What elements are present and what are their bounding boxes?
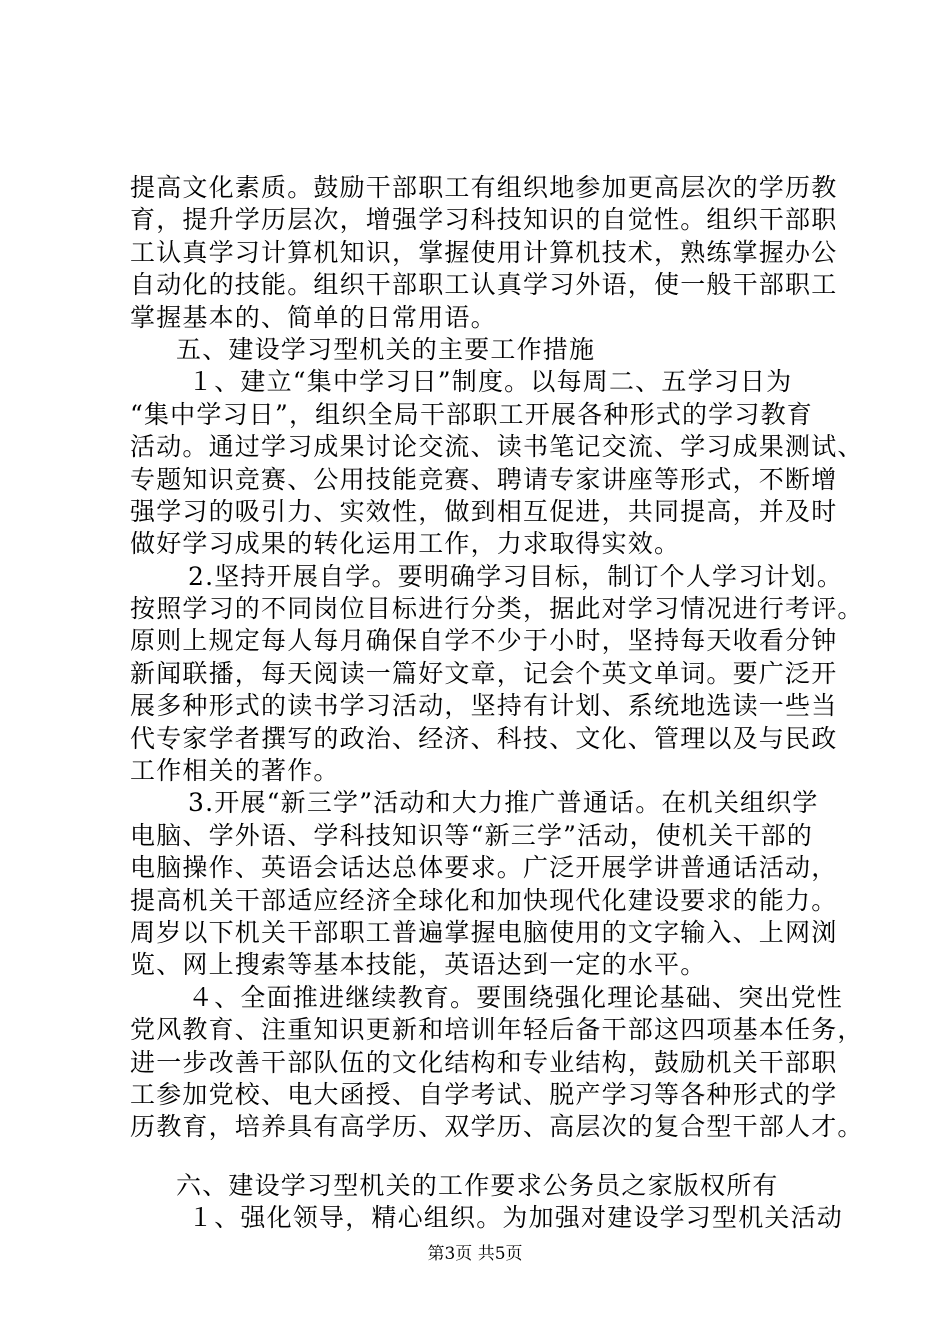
text-line: 育，提升学历层次，增强学习科技知识的自觉性。组织干部职 (130, 205, 838, 235)
text-line: 掌握基本的、简单的日常用语。 (130, 302, 497, 332)
text-line: ４、全面推进继续教育。要围绕强化理论基础、突出党性 (188, 982, 844, 1012)
text-line: 工认真学习计算机知识，掌握使用计算机技术，熟练掌握办公 (130, 237, 838, 267)
text-line: 专题知识竞赛、公用技能竞赛、聘请专家讲座等形式，不断增 (130, 464, 838, 494)
text-line: 工作相关的著作。 (130, 756, 340, 786)
text-line: 强学习的吸引力、实效性，做到相互促进，共同提高，并及时 (130, 496, 838, 526)
text-line: 2.坚持开展自学。要明确学习目标，制订个人学习计划。 (188, 561, 844, 591)
text-line: 活动。通过学习成果讨论交流、读书笔记交流、学习成果测试、 (130, 432, 864, 462)
text-line: 自动化的技能。组织干部职工认真学习外语，使一般干部职工 (130, 270, 838, 300)
text-line: 览、网上搜索等基本技能，英语达到一定的水平。 (130, 950, 707, 980)
text-line: 电脑操作、英语会话达总体要求。广泛开展学讲普通话活动， (130, 853, 838, 883)
text-line: 工参加党校、电大函授、自学考试、脱产学习等各种形式的学 (130, 1079, 838, 1109)
page-footer: 第3页 共5页 (427, 1244, 523, 1264)
document-body (130, 172, 864, 1235)
text-line: １、强化领导，精心组织。为加强对建设学习型机关活动 (188, 1203, 844, 1233)
text-line: 原则上规定每人每月确保自学不少于小时，坚持每天收看分钟 (130, 626, 838, 656)
text-line: 电脑、学外语、学科技知识等“新三学”活动，使机关干部的 (130, 820, 813, 850)
text-line: 提高机关干部适应经济全球化和加快现代化建设要求的能力。 (130, 885, 838, 915)
text-line: 代专家学者撰写的政治、经济、科技、文化、管理以及与民政 (130, 723, 838, 753)
paragraph-gap (130, 1144, 830, 1170)
text-line: 新闻联播，每天阅读一篇好文章，记会个英文单词。要广泛开 (130, 658, 838, 688)
text-line: 党风教育、注重知识更新和培训年轻后备干部这四项基本任务， (130, 1015, 864, 1045)
text-line: 进一步改善干部队伍的文化结构和专业结构，鼓励机关干部职 (130, 1047, 838, 1077)
section-heading: 六、建设学习型机关的工作要求公务员之家版权所有 (176, 1170, 779, 1200)
text-line: 周岁以下机关干部职工普遍掌握电脑使用的文字输入、上网浏 (130, 917, 838, 947)
text-line: 历教育，培养具有高学历、双学历、高层次的复合型干部人才。 (130, 1112, 864, 1142)
text-line: 按照学习的不同岗位目标进行分类，据此对学习情况进行考评。 (130, 594, 864, 624)
text-line: １、建立“集中学习日”制度。以每周二、五学习日为 (188, 367, 793, 397)
section-heading: 五、建设学习型机关的主要工作措施 (176, 334, 596, 364)
text-line: 展多种形式的读书学习活动，坚持有计划、系统地选读一些当 (130, 691, 838, 721)
text-line: 做好学习成果的转化运用工作，力求取得实效。 (130, 529, 681, 559)
text-line: “集中学习日”，组织全局干部职工开展各种形式的学习教育 (130, 399, 813, 429)
text-line: 提高文化素质。鼓励干部职工有组织地参加更高层次的学历教 (130, 173, 838, 202)
text-line: 3.开展“新三学”活动和大力推广普通话。在机关组织学 (188, 788, 819, 818)
